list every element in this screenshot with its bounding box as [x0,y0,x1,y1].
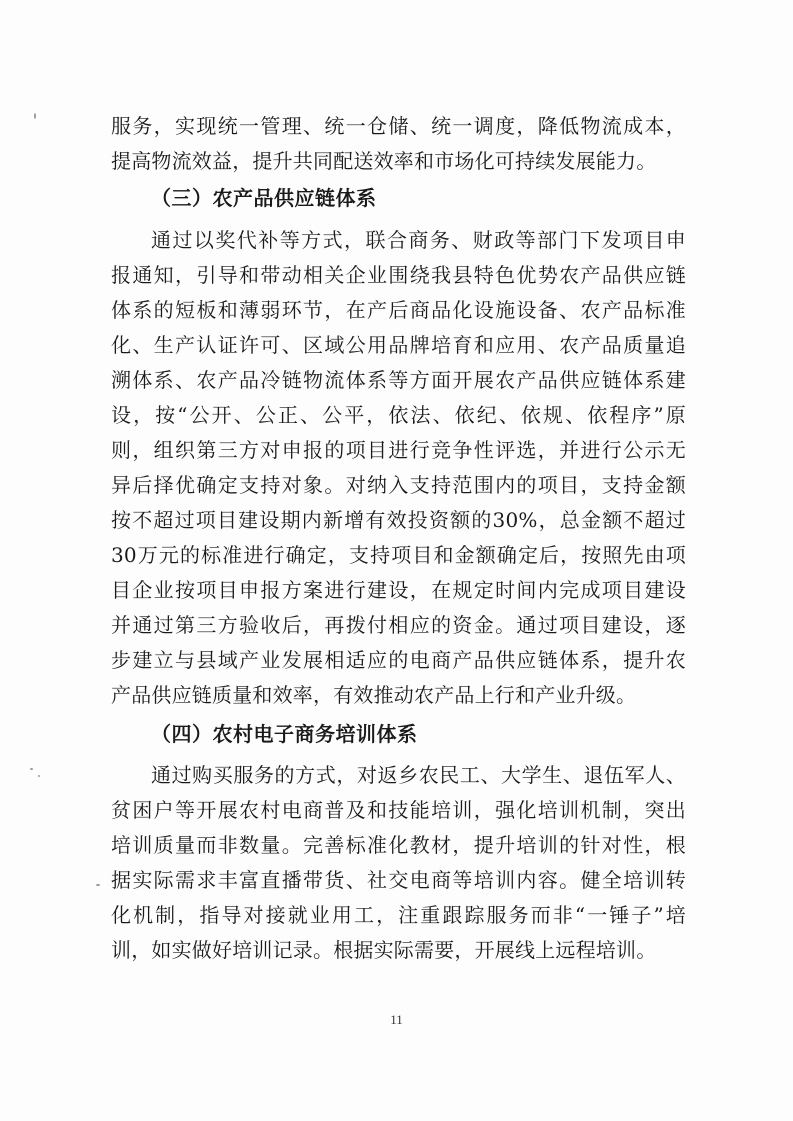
page-number: 11 [390,1012,403,1027]
body-text-line: 30万元的标准进行确定，支持项目和金额确定后，按照先由项 [111,543,686,567]
section-heading-supply-chain: （三）农产品供应链体系 [151,186,377,210]
body-text-line: 异后择优确定支持对象。对纳入支持范围内的项目，支持金额 [111,473,686,497]
body-text-line: 目企业按项目申报方案进行建设，在规定时间内完成项目建设 [111,578,686,602]
scan-speck [34,113,36,119]
body-text-line: 化机制，指导对接就业用工，注重跟踪服务而非“一锤子”培 [111,903,686,927]
body-text-line: 培训质量而非数量。完善标准化教材，提升培训的针对性，根 [111,833,686,857]
body-text-line: 并通过第三方验收后，再拨付相应的资金。通过项目建设，逐 [111,613,686,637]
body-text-line: 通过购买服务的方式，对返乡农民工、大学生、退伍军人、 [151,763,686,787]
body-text-line: 化、生产认证许可、区域公用品牌培育和应用、农产品质量追 [111,333,686,357]
section-heading-training: （四）农村电子商务培训体系 [151,722,418,746]
scan-speck [30,768,33,770]
body-text-line: 则，组织第三方对申报的项目进行竞争性评选，并进行公示无 [111,438,686,462]
body-text-line: 步建立与县域产业发展相适应的电商产品供应链体系，提升农 [111,648,686,672]
body-text-line: 据实际需求丰富直播带货、社交电商等培训内容。健全培训转 [111,868,686,892]
body-text-line: 训，如实做好培训记录。根据实际需要，开展线上远程培训。 [111,938,657,962]
body-text-line: 按不超过项目建设期内新增有效投资额的30%，总金额不超过 [111,508,686,532]
body-text-line: 通过以奖代补等方式，联合商务、财政等部门下发项目申 [151,228,686,252]
body-text-line: 溯体系、农产品冷链物流体系等方面开展农产品供应链体系建 [111,368,686,392]
body-text-line: 服务，实现统一管理、统一仓储、统一调度，降低物流成本， [111,114,686,138]
body-text-line: 产品供应链质量和效率，有效推动农产品上行和产业升级。 [111,683,637,707]
body-text-line: 提高物流效益，提升共同配送效率和市场化可持续发展能力。 [111,149,657,173]
body-text-line: 设，按“公开、公正、公平，依法、依纪、依规、依程序”原 [111,403,686,427]
body-text-line: 体系的短板和薄弱环节，在产后商品化设施设备、农产品标准 [111,298,686,322]
body-text-line: 报通知，引导和带动相关企业围绕我县特色优势农产品供应链 [111,263,686,287]
scan-speck [38,775,40,777]
body-text-line: 贫困户等开展农村电商普及和技能培训，强化培训机制，突出 [111,798,686,822]
scan-speck [96,884,100,886]
